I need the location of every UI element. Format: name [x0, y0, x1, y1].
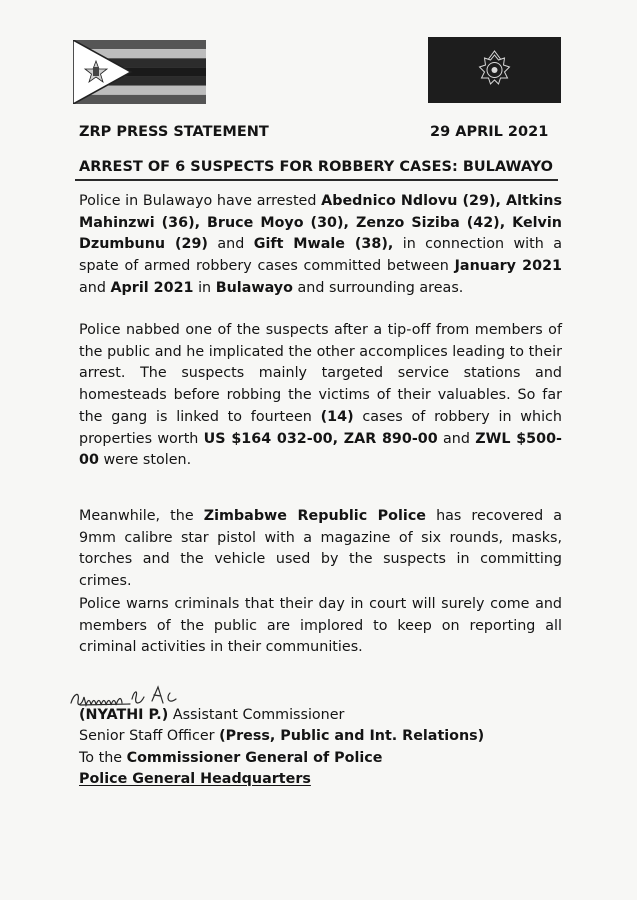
- text-run: and: [437, 430, 476, 447]
- statement-date: 29 APRIL 2021: [430, 124, 549, 140]
- text-run: in: [193, 279, 216, 296]
- paragraph-recovery: [79, 506, 562, 593]
- headline-rule: [75, 179, 558, 181]
- text-run: and: [79, 279, 111, 296]
- bold-text: (14): [320, 408, 354, 425]
- bold-text: January 2021: [454, 258, 563, 275]
- bold-text: Abednico Ndlovu (29), Altkins Mahinzwi (36), Bruce Moyo (30), Zenzo Siziba (42), Kelvin Dzumbunu (29): [79, 193, 562, 253]
- text-run: and: [207, 236, 254, 253]
- bold-text: ZWL $500-00: [79, 430, 562, 469]
- statement-label: ZRP PRESS STATEMENT: [79, 124, 269, 140]
- bold-text: Zimbabwe Republic Police: [203, 508, 427, 524]
- text-run: Meanwhile, the: [79, 508, 204, 524]
- text-run: Police in Bulawayo have arrested: [79, 193, 322, 209]
- bold-text: Bulawayo: [215, 279, 293, 296]
- office-line: [79, 726, 484, 747]
- bold-text: US $164 032-00, ZAR 890-00: [203, 430, 438, 447]
- addressee-line: [79, 748, 484, 769]
- paragraph-arrests: [79, 191, 562, 300]
- bold-text: Gift Mwale (38),: [253, 236, 394, 253]
- text-run: were stolen.: [98, 452, 192, 469]
- text-run: has recovered a 9mm calibre star pistol with a magazine of six rounds, masks, torches and the vehicle used by the suspects in committing crimes.: [79, 508, 563, 590]
- zrp-police-flag-icon: [428, 37, 561, 103]
- office-title: (Press, Public and Int. Relations): [219, 728, 485, 745]
- text-run: in connection with a spate of armed robbery cases committed between: [79, 236, 563, 275]
- paragraph-warning: [79, 594, 562, 659]
- office-prefix: Senior Staff Officer: [79, 728, 220, 745]
- zimbabwe-flag-icon: [73, 40, 206, 104]
- statement-headline: ARREST OF 6 SUSPECTS FOR ROBBERY CASES: BULAWAYO: [79, 159, 553, 175]
- paragraph-investigation: [79, 320, 562, 472]
- text-run: cases of robbery in which properties worth: [79, 408, 562, 447]
- signatory-name: (NYATHI P.): [79, 707, 169, 723]
- addressee-prefix: To the: [79, 749, 127, 766]
- text-run: and surrounding areas.: [292, 279, 464, 296]
- signatory-line: [79, 705, 484, 726]
- addressee-title: Commissioner General of Police: [126, 749, 383, 766]
- signatory-rank: Assistant Commissioner: [168, 707, 345, 723]
- headquarters-line: [79, 769, 484, 790]
- text-run: Police warns criminals that their day in court will surely come and members of the public are implored to keep on reporting all criminal activities in their communities.: [79, 596, 562, 656]
- signature-block: [79, 705, 484, 791]
- text-run: Police nabbed one of the suspects after a tip-off from members of the public and he implicated the other accomplices leading to their arrest. The suspects mainly targeted service stations and homesteads before robbing the victims of their valuables. So far the gang is linked to fourteen: [79, 322, 562, 425]
- headquarters-name: Police General Headquarters: [79, 771, 311, 788]
- bold-text: April 2021: [110, 279, 194, 296]
